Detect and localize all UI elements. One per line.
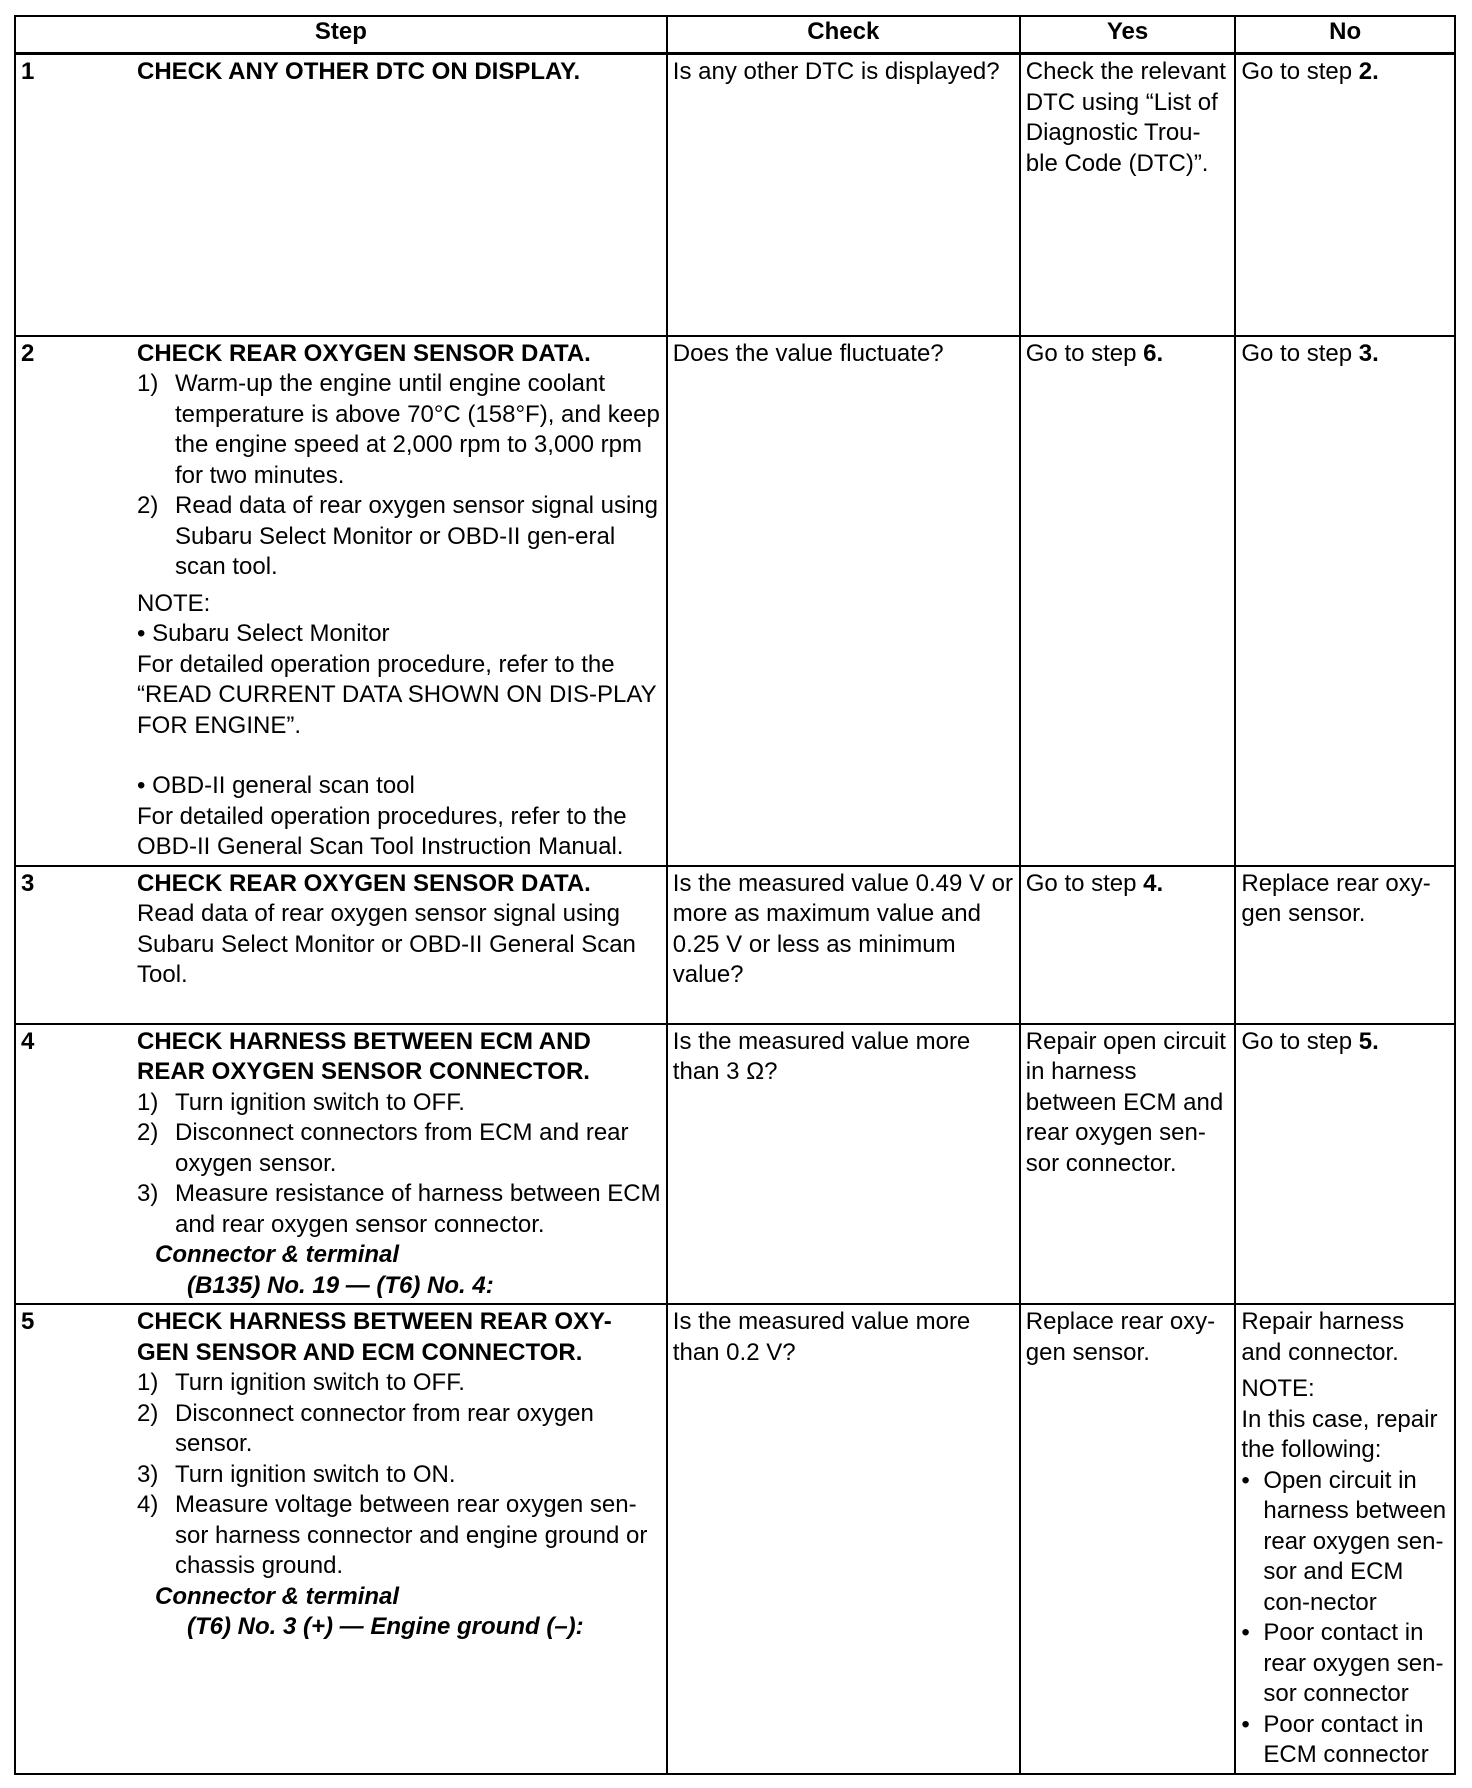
item-number: 2) — [137, 1119, 159, 1146]
connector-label: Connector & terminal — [155, 1241, 400, 1268]
procedure-item — [137, 1490, 661, 1582]
diagnostic-table — [14, 15, 1456, 1775]
connector-terminal: (T6) No. 3 (+) — Engine ground (–): — [187, 1613, 584, 1640]
step-cell — [15, 54, 667, 336]
note-item-head: • Subaru Select Monitor — [137, 620, 390, 647]
no-cell — [1235, 54, 1455, 336]
header-no: No — [1235, 16, 1455, 54]
step-number: 4 — [21, 1027, 35, 1055]
no-cell — [1235, 336, 1455, 866]
bullet-text: Open circuit in harness between rear oxygen sen-sor and ECM con-nector — [1263, 1466, 1447, 1616]
check-cell: Is any other DTC is displayed? — [667, 54, 1020, 336]
procedure-item — [137, 1118, 661, 1179]
step-cell — [15, 1024, 667, 1305]
procedure-item — [137, 1399, 661, 1460]
note-label: NOTE: — [137, 589, 211, 617]
header-row — [15, 16, 1455, 54]
yes-cell — [1020, 336, 1236, 866]
table-row — [15, 336, 1455, 866]
no-cell: Replace rear oxy-gen sensor. — [1235, 866, 1455, 1024]
item-number: 1) — [137, 1369, 159, 1396]
step-number: 2 — [21, 339, 35, 367]
item-text: Turn ignition switch to ON. — [175, 1460, 456, 1488]
item-number: 2) — [137, 1399, 159, 1427]
yes-text: Go to step — [1025, 339, 1137, 367]
check-cell: Is the measured value more than 0.2 V? — [667, 1304, 1020, 1774]
item-number: 1) — [137, 370, 159, 397]
bullet-text: Poor contact in ECM connector — [1263, 1710, 1429, 1768]
yes-cell: Replace rear oxy-gen sensor. — [1020, 1304, 1236, 1774]
item-number: 3) — [137, 1180, 159, 1207]
step-ref: 4. — [1143, 869, 1164, 897]
step-ref: 5. — [1358, 1027, 1379, 1055]
step-cell — [15, 336, 667, 866]
no-cell — [1235, 1024, 1455, 1305]
step-title: CHECK ANY OTHER DTC ON DISPLAY. — [137, 58, 581, 85]
note-bullet: • Open circuit in harness between rear oxygen sen-sor and ECM con-nector — [1241, 1466, 1449, 1619]
step-ref: 3. — [1358, 339, 1379, 367]
yes-cell: Repair open circuit in harness between ECM and rear oxygen sen-sor connector. — [1020, 1024, 1236, 1305]
step-title: CHECK HARNESS BETWEEN ECM AND REAR OXYGEN SENSOR CONNECTOR. — [137, 1027, 591, 1085]
step-number: 1 — [21, 58, 35, 85]
note-bullet: • Poor contact in rear oxygen sen-sor connector — [1241, 1618, 1449, 1710]
procedure-item — [137, 1088, 661, 1119]
step-title: CHECK REAR OXYGEN SENSOR DATA. — [137, 869, 591, 897]
connector-terminal: (B135) No. 19 — (T6) No. 4: — [187, 1271, 494, 1299]
item-number: 3) — [137, 1460, 159, 1488]
procedure-item — [137, 369, 661, 491]
note-intro: In this case, repair the following: — [1241, 1405, 1438, 1463]
note-item-body: For detailed operation procedures, refer to the OBD-II General Scan Tool Instruction Manual. — [137, 802, 627, 860]
no-text: Repair harness and connector. — [1241, 1308, 1405, 1366]
yes-cell — [1020, 866, 1236, 1024]
procedure-list — [137, 1368, 661, 1582]
table-row — [15, 1024, 1455, 1305]
item-number: 2) — [137, 492, 159, 519]
item-text: Warm-up the engine until engine coolant temperature is above 70°C (158°F), and keep the engine speed at 2,000 rpm to 3,000 rpm for two minutes. — [175, 370, 660, 489]
no-text: Go to step — [1241, 339, 1353, 367]
step-title: CHECK HARNESS BETWEEN REAR OXY-GEN SENSOR AND ECM CONNECTOR. — [137, 1308, 612, 1366]
step-description: Read data of rear oxygen sensor signal using Subaru Select Monitor or OBD-II General Scan Tool. — [137, 900, 636, 988]
note-bullet: • Poor contact in ECM connector — [1241, 1710, 1449, 1771]
item-text: Turn ignition switch to OFF. — [175, 1088, 465, 1116]
item-number: 1) — [137, 1088, 159, 1116]
table-row — [15, 54, 1455, 336]
item-text: Disconnect connector from rear oxygen sensor. — [175, 1399, 594, 1457]
item-text: Read data of rear oxygen sensor signal using Subaru Select Monitor or OBD-II gen-eral scan tool. — [175, 492, 658, 580]
header-check: Check — [667, 16, 1020, 54]
no-text: Go to step — [1241, 58, 1353, 85]
note-label: NOTE: — [1241, 1375, 1315, 1402]
step-number: 5 — [21, 1308, 35, 1335]
item-text: Turn ignition switch to OFF. — [175, 1369, 465, 1396]
check-cell: Is the measured value more than 3 Ω? — [667, 1024, 1020, 1305]
procedure-list — [137, 1088, 661, 1241]
yes-text: Go to step — [1025, 869, 1137, 897]
table-row — [15, 1304, 1455, 1774]
procedure-item — [137, 1179, 661, 1240]
step-ref: 2. — [1358, 58, 1379, 85]
no-text: Go to step — [1241, 1027, 1353, 1055]
item-number: 4) — [137, 1491, 159, 1518]
procedure-item — [137, 1368, 661, 1399]
table-row — [15, 866, 1455, 1024]
note-item-head: • OBD-II general scan tool — [137, 772, 415, 799]
header-yes: Yes — [1020, 16, 1236, 54]
check-cell: Does the value fluctuate? — [667, 336, 1020, 866]
note-item-body: For detailed operation procedure, refer to the “READ CURRENT DATA SHOWN ON DIS-PLAY FOR ENGINE”. — [137, 650, 657, 739]
connector-label: Connector & terminal — [155, 1582, 400, 1610]
procedure-item — [137, 491, 661, 583]
step-cell — [15, 1304, 667, 1774]
bullet-text: Poor contact in rear oxygen sen-sor connector — [1263, 1619, 1444, 1707]
item-text: Disconnect connectors from ECM and rear oxygen sensor. — [175, 1119, 629, 1177]
yes-cell: Check the relevant DTC using “List of Diagnostic Trou-ble Code (DTC)”. — [1020, 54, 1236, 336]
procedure-item — [137, 1460, 661, 1491]
step-number: 3 — [21, 869, 35, 897]
header-step: Step — [15, 16, 667, 54]
check-cell: Is the measured value 0.49 V or more as maximum value and 0.25 V or less as minimum value? — [667, 866, 1020, 1024]
item-text: Measure voltage between rear oxygen sen-sor harness connector and engine ground or chassis ground. — [175, 1491, 648, 1579]
note-block — [21, 589, 661, 863]
no-cell — [1235, 1304, 1455, 1774]
item-text: Measure resistance of harness between ECM and rear oxygen sensor connector. — [175, 1180, 661, 1238]
step-title: CHECK REAR OXYGEN SENSOR DATA. — [137, 339, 591, 367]
step-ref: 6. — [1143, 339, 1164, 367]
step-cell — [15, 866, 667, 1024]
procedure-list — [137, 369, 661, 583]
